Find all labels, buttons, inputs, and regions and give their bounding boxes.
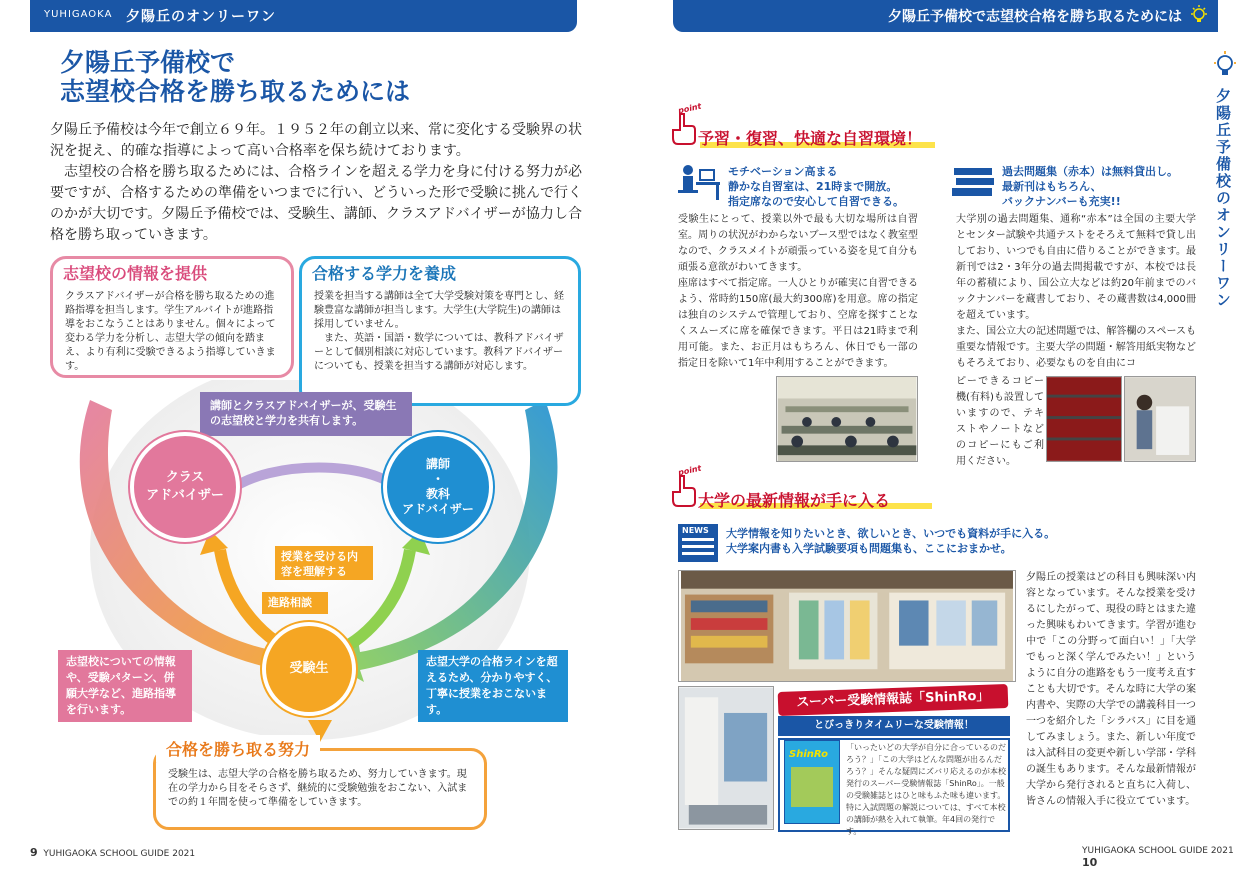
right-footer xyxy=(1082,846,1250,869)
skill-box-title: 合格する学力を養成 xyxy=(312,264,457,283)
student-circle xyxy=(262,622,356,716)
shinro-banner: スーパー受験情報誌「ShinRo」 xyxy=(778,684,1009,716)
teacher-label: 講師 ・ 教科 アドバイザー xyxy=(402,457,474,516)
info-box xyxy=(50,256,294,378)
page-number-left: 9 xyxy=(30,846,38,859)
student-label: 受験生 xyxy=(289,661,329,676)
shinro-subtitle: とびっきりタイムリーな受験情報！ xyxy=(778,716,1010,736)
brochure-rack-photo xyxy=(678,686,774,830)
page-number-right: 10 xyxy=(1082,856,1098,869)
copy-machine-text: ピーできるコピー機(有料)も設置していますので、テキストやノートなどのコピーにもご利用ください。 xyxy=(956,376,1044,467)
left-footer xyxy=(30,846,195,859)
info-box-title: 志望校の情報を提供 xyxy=(63,264,208,283)
intro-paragraph-1: 夕陽丘予備校は今年で創立６９年。１９５２年の創立以来、常に変化する受験界の状況を捉え、的確な指導によって高い合格率を保ち続けております。 xyxy=(50,122,582,159)
footer-guide-left: YUHIGAOKA SCHOOL GUIDE 2021 xyxy=(43,849,196,859)
class-advisor-label: クラス アドバイザー xyxy=(146,470,224,503)
footer-guide-right: YUHIGAOKA SCHOOL GUIDE 2021 xyxy=(1082,846,1234,856)
note-course: 進路相談 xyxy=(262,592,328,614)
study-room-text: 受験生にとって、授業以外で最も大切な場所は自習室。周りの状況がわからないブース型ではなく教室型なので、クラスメイトが頑張っている姿を見て自分も頑張る意欲がわいてきます。 座席はすべて指定席。一人ひとりが確実に自習できるよう、常時約150席(最大約300席)を用意。席の指定は独自のシステムで管理しており、空席を探すことなくスムーズに席を確保できます。平日は21時まで利用可能。また、お正月はもちろん、休日でも一部の指定日を除いて1年中利用することができます。 xyxy=(678,214,918,369)
skill-box-body-1: 授業を担当する講師は全て大学受験対策を専門とし、経験豊富な講師が担当します。大学生(大学院生)の講師は採用していません。 xyxy=(314,291,564,330)
right-page-header xyxy=(673,0,1218,32)
shinro-magazine-cover xyxy=(784,740,840,824)
page-title-line2: 志望校合格を勝ち取るためには xyxy=(60,77,411,106)
point2-title: 大学の最新情報が手に入る xyxy=(698,491,891,510)
effort-box-body: 受験生は、志望大学の合格を勝ち取るため、努力していきます。現在の学力から目をそらさず、継続的に受験勉強をおこない、入試までの約１年間を使って準備をしていきます。 xyxy=(168,769,468,808)
library-photo xyxy=(678,570,1016,682)
info-box-body: クラスアドバイザーが合格を勝ち取るための進路指導を担当します。学生アルバイトが進路指導をおこなうことはありません。個々によって変わる学力を分析し、志望大学の傾向を踏まえ、より有利に受験できるよう指導していきます。 xyxy=(65,291,276,372)
subhead-university-info: 大学情報を知りたいとき、欲しいとき、いつでも資料が手に入る。 大学案内書も入学試験要項も問題集も、ここにおまかせ。 xyxy=(726,527,1056,555)
shinro-description: 「いったいどの大学が自分に合っているのだろう？」「この大学はどんな問題が出るんだろう？」そんな疑問にズバリ応えるのが本校発行のスーパー受験情報誌「ShinRo」。一般の受験雑誌とはひと味もふた味も違います。特に入試問題の解説については、すべて本校の講師が熱を入れて執筆。年4回の発行です。 xyxy=(846,743,1006,836)
effort-box-title: 合格を勝ち取る努力 xyxy=(156,735,320,762)
note-understand: 授業を受ける内容を理解する xyxy=(275,546,373,580)
share-banner: 講師とクラスアドバイザーが、受験生の志望校と学力を共有します。 xyxy=(200,392,412,436)
page-title xyxy=(60,48,410,106)
point-label-2: point xyxy=(677,463,703,478)
study-room-photo xyxy=(776,376,918,462)
left-page-header xyxy=(30,0,577,32)
header-tag: YUHIGAOKA xyxy=(44,9,113,20)
side-note-advisor: 志望校についての情報や、受験パターン、併願大学など、進路指導を行います。 xyxy=(58,650,192,722)
header-section: 夕陽丘のオンリーワン xyxy=(126,9,276,25)
copy-machine-photo xyxy=(1124,376,1196,462)
skill-box-body-2: また、英語・国語・数学については、教科アドバイザーとして個別相談に対応しています。教科アドバイザーについても、授業を担当する講師が対応します。 xyxy=(314,333,564,372)
page-title-line1: 夕陽丘予備校で xyxy=(60,48,236,77)
lightbulb-icon xyxy=(1212,50,1238,80)
past-exams-text: 大学別の過去問題集、通称“赤本”は全国の主要大学とセンター試験や共通テストをそろえて無料で貸し出しており、いつでも自由に借りることができます。最新刊では2・3年分の過去問掲載ですが、本校では長年の蓄積により、国公立大などは約20年前までのバックナンバーを蔵書しており、その蔵書数は4,000冊を超えています。 また、国公立大の記述問題では、解答欄のスペースも重要な情報です。主要大学の問題・解答用紙実物などもそろえており、必要なものを自由にコ xyxy=(956,214,1196,369)
news-icon xyxy=(678,524,718,562)
shinro-magazine-title: ShinRo xyxy=(789,749,828,760)
side-note-teacher: 志望大学の合格ラインを超えるため、分かりやすく、丁寧に授業をおこないます。 xyxy=(418,650,568,722)
point1-title: 予習・復習、快適な自習環境！ xyxy=(698,129,923,148)
point-label-1: point xyxy=(677,101,703,116)
effort-box xyxy=(153,740,487,830)
university-info-text: 夕陽丘の授業はどの科目も興味深い内容となっています。そんな授業を受けるにしたがって、現役の時とはまた違った興味もわいてきます。学習が進む中で「この分野って面白い！」「大学でもっと深く学んでみたい！」というように自分の進路をもう一度考え直すことも大切です。そんな時に大学の案内書や、実際の大学での講義科目一つ一つを紹介した「シラバス」に目を通してみましょう。また、新しい年度では入試科目の変更や新しい学部・学科の誕生もあります。そんな最新情報が大学から発行されると直ちに入荷し、皆さんの情報入手に役立てています。 xyxy=(1026,572,1196,807)
pointing-hand-icon xyxy=(670,112,696,146)
pointing-hand-icon xyxy=(670,474,696,508)
skill-box xyxy=(299,256,581,406)
lightbulb-icon xyxy=(1188,4,1210,26)
intro-text xyxy=(50,120,582,246)
study-desk-icon xyxy=(678,164,722,202)
skill-box-body xyxy=(302,286,578,378)
intro-paragraph-2: 志望校の合格を勝ち取るためには、合格ラインを超える学力を身に付ける努力が必要ですが、合格するための準備をいつまでに行い、どういった形で受験に挑んで行くのかが大切です。夕陽丘予備校では、受験生、講師、クラスアドバイザーが協力し合格を勝ち取っていきます。 xyxy=(50,164,582,243)
red-books-shelf-photo xyxy=(1046,376,1122,462)
subhead-study-room: モチベーション高まる 静かな自習室は、21時まで開放。 指定席なので安心して自習できる。 xyxy=(728,165,904,208)
news-icon-label: NEWS xyxy=(682,526,709,535)
header-title: 夕陽丘予備校で志望校合格を勝ち取るためには xyxy=(888,9,1182,25)
vertical-title: 夕陽丘予備校のオンリーワン xyxy=(1214,88,1232,309)
subhead-past-exams: 過去問題集（赤本）は無料貸出し。 最新刊はもちろん、 バックナンバーも充実!! xyxy=(1002,165,1178,208)
class-advisor-circle xyxy=(130,432,240,542)
teacher-circle xyxy=(383,432,493,542)
books-icon xyxy=(952,164,996,202)
